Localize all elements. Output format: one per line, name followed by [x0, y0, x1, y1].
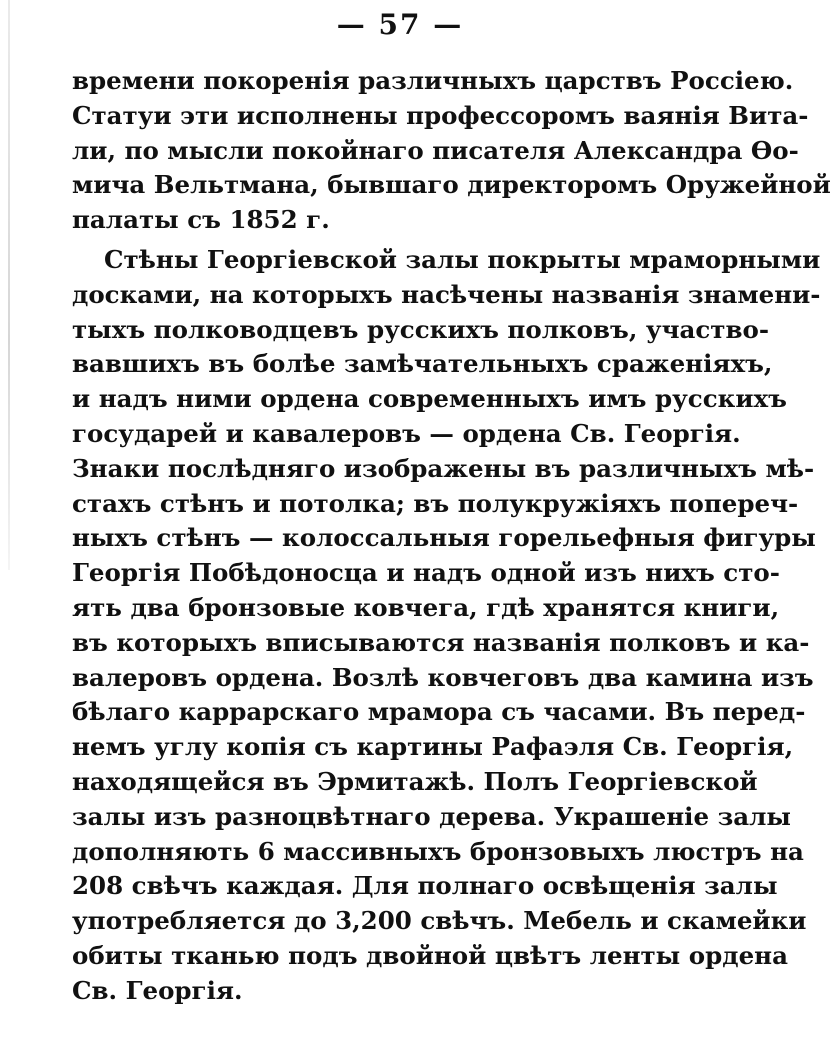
page-number: — 57 —	[336, 8, 464, 41]
text-line: государей и кавалеровъ — ордена Св. Георгія.	[72, 418, 741, 448]
paragraph-2	[72, 243, 821, 1009]
text-line: валеровъ ордена. Возлѣ ковчеговъ два камина изъ	[72, 662, 814, 692]
text-line: Георгія Побѣдоносца и надъ одной изъ нихъ сто-	[72, 558, 780, 588]
paragraph-1	[72, 64, 831, 238]
text-line: тыхъ полководцевъ русскихъ полковъ, участво-	[72, 314, 770, 344]
page-edge-shadow	[8, 0, 10, 570]
text-line: Знаки послѣдняго изображены въ различныхъ мѣ-	[72, 453, 815, 483]
text-line: Св. Георгія.	[72, 975, 243, 1005]
text-line: времени покоренія различныхъ царствъ Россіею.	[72, 66, 794, 95]
text-line: и надъ ними ордена современныхъ имъ русскихъ	[72, 384, 787, 414]
text-line: Статуи эти исполнены профессоромъ ваянія Вита-	[72, 100, 809, 130]
text-line: досками, на которыхъ насѣчены названія знамени-	[72, 279, 821, 309]
text-line: мича Вельтмана, бывшаго директоромъ Оружейной	[72, 170, 831, 200]
text-line: 208 свѣчъ каждая. Для полнаго освѣщенія залы	[72, 871, 778, 901]
text-line: обиты тканью подъ двойной цвѣтъ ленты ордена	[72, 940, 788, 970]
text-line: залы изъ разноцвѣтнаго дерева. Украшеніе залы	[72, 801, 791, 831]
text-line: дополняють 6 массивныхъ бронзовыхъ люстръ на	[72, 836, 804, 866]
text-line: немъ углу копія съ картины Рафаэля Св. Георгія,	[72, 732, 794, 762]
text-line: Стѣны Георгіевской залы покрыты мраморными	[104, 245, 821, 274]
text-line: палаты съ 1852 г.	[72, 205, 330, 235]
text-line: бѣлаго каррарскаго мрамора съ часами. Въ перед-	[72, 697, 806, 727]
text-line: находящейся въ Эрмитажѣ. Полъ Георгіевской	[72, 766, 758, 796]
text-line: ять два бронзовые ковчега, гдѣ хранятся книги,	[72, 592, 780, 622]
text-line: въ которыхъ вписываются названія полковъ и ка-	[72, 627, 810, 657]
text-line: употребляется до 3,200 свѣчъ. Мебель и скамейки	[72, 906, 807, 936]
text-line: ныхъ стѣнъ — колоссальныя горельефныя фигуры	[72, 523, 816, 553]
text-line: стахъ стѣнъ и потолка; въ полукружіяхъ попереч-	[72, 488, 799, 518]
text-line: ли, по мысли покойнаго писателя Александра Ѳо-	[72, 135, 799, 165]
text-line: вавшихъ въ болѣе замѣчательныхъ сраженіяхъ,	[72, 349, 773, 379]
